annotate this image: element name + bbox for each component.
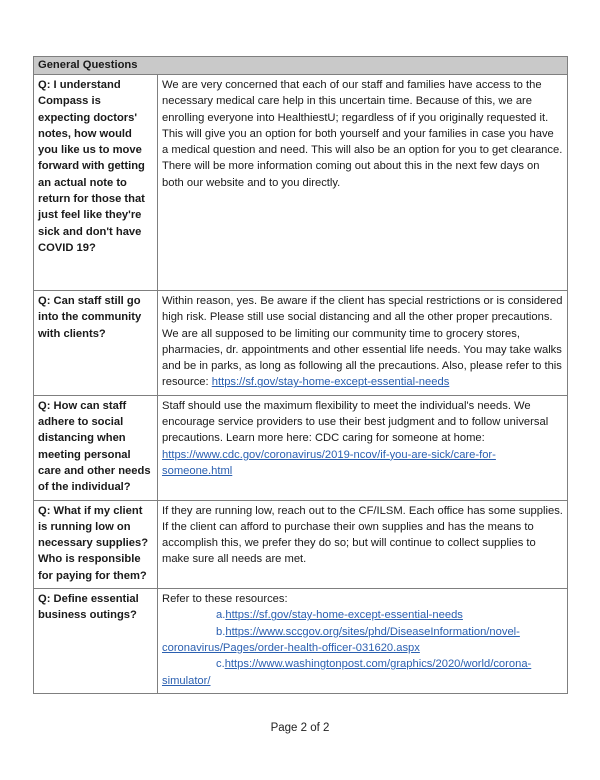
answer-text: Within reason, yes. Be aware if the client has special restrictions or is considered high risk. Please still use social distancing and all the other proper precautions. We are all supposed to be limiting our community time to grocery stores, pharmacies, dr. appointments and other essential life needs. You may take walks and be in parks, as long as following all the precautions. Also, please refer to this resource: — [162, 295, 563, 389]
list-item — [162, 656, 563, 689]
answer-cell — [158, 395, 568, 500]
faq-row — [34, 395, 568, 500]
resource-link[interactable]: https://sf.gov/stay-home-except-essential-needs — [211, 376, 450, 389]
question-cell: Q: Can staff still go into the community with clients? — [34, 291, 158, 396]
answer-cell: We are very concerned that each of our staff and families have access to the necessary medical care help in this uncertain time. Because of this, we are enrolling everyone into HealthiestU; regardless of if you originally requested it. This will give you an option for both yourself and your families in case you have a medical question and need. This will also be an option for you to get clearance. There will be more information coming out about this in the next few days on both our website and to you directly. — [158, 75, 568, 291]
resource-link[interactable]: https://www.cdc.gov/coronavirus/2019-ncov/if-you-are-sick/care-for-someone.html — [162, 448, 496, 477]
answer-text: Refer to these resources: — [162, 593, 288, 606]
resource-link[interactable]: https://sf.gov/stay-home-except-essential-needs — [225, 609, 463, 622]
list-item — [162, 607, 563, 623]
question-cell: Q: What if my client is running low on necessary supplies? Who is responsible for paying for them? — [34, 500, 158, 588]
answer-cell: If they are running low, reach out to the CF/ILSM. Each office has some supplies. If the client can afford to purchase their own supplies and has the means to accomplish this, we prefer they do so; but will continue to collect supplies to make sure all needs are met. — [158, 500, 568, 588]
answer-text: Staff should use the maximum flexibility to meet the individual's needs. We encourage service providers to use their best judgment and to follow universal precautions. Learn more here: CDC caring for someone at home: — [162, 399, 549, 445]
faq-table — [33, 56, 568, 694]
faq-row — [34, 589, 568, 694]
list-marker: b. — [216, 625, 226, 638]
resource-list — [162, 607, 563, 688]
section-header-row — [34, 57, 568, 75]
faq-row — [34, 291, 568, 396]
resource-link[interactable]: https://www.washingtonpost.com/graphics/2020/world/corona-simulator/ — [162, 658, 532, 687]
faq-row — [34, 75, 568, 291]
faq-row — [34, 500, 568, 588]
resource-link[interactable]: https://www.sccgov.org/sites/phd/DiseaseInformation/novel-coronavirus/Pages/order-health-officer-031620.aspx — [162, 625, 520, 654]
section-title: General Questions — [34, 57, 568, 75]
answer-cell — [158, 589, 568, 694]
question-cell: Q: How can staff adhere to social distancing when meeting personal care and other needs of the individual? — [34, 395, 158, 500]
page-number: Page 2 of 2 — [270, 722, 330, 734]
list-item — [162, 624, 563, 657]
list-marker: c. — [216, 658, 225, 671]
question-cell: Q: Define essential business outings? — [34, 589, 158, 694]
answer-cell — [158, 291, 568, 396]
question-cell: Q: I understand Compass is expecting doctors' notes, how would you like us to move forward with getting an actual note to return for those that just feel like they're sick and don't have COVID 19? — [34, 75, 158, 291]
list-marker: a. — [216, 609, 226, 622]
